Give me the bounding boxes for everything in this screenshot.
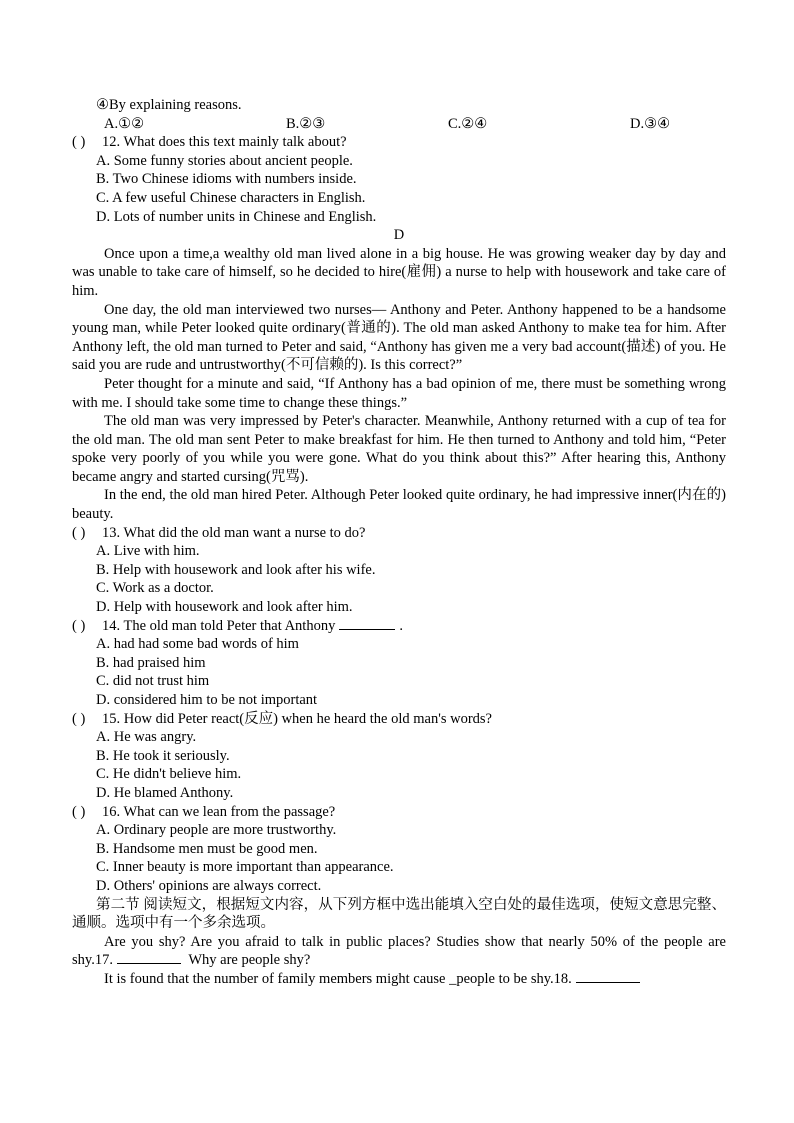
answer-paren: ( ) — [72, 524, 86, 541]
answer-blank — [117, 951, 181, 964]
section2-p1-text-b: Why are people shy? — [188, 952, 311, 969]
answer-blank — [576, 970, 640, 983]
q16-stem: 16. What can we lean from the passage? — [102, 803, 336, 820]
section2-instruction: 第二节 阅读短文，根据短文内容，从下列方框中选出能填入空白处的最佳选项，使短文意思完整、通顺。选项中有一个多余选项。 — [72, 896, 726, 932]
q12-stem: 12. What does this text mainly talk about? — [102, 134, 347, 151]
q11-options — [72, 115, 726, 134]
passage-d-paragraph: The old man was very impressed by Peter's character. Meanwhile, Anthony returned with a cup of tea for the old man. The old man sent Peter to make breakfast for him. He then turned to Anthony and told him, “Peter spoke very poorly of you while you were gone. What do you think about this?” After hearing this, Anthony became angry and started cursing(咒骂). — [72, 413, 726, 485]
q14-option-d: D. considered him to be not important — [96, 692, 318, 708]
q14-stem-end: . — [399, 617, 403, 634]
q14-stem-row — [72, 617, 726, 636]
answer-paren: ( ) — [72, 134, 86, 151]
q16-option-a: A. Ordinary people are more trustworthy. — [96, 822, 337, 839]
answer-paren: ( ) — [72, 617, 86, 634]
q12-stem-row — [72, 133, 726, 152]
answer-paren: ( ) — [72, 803, 86, 820]
answer-blank — [339, 617, 395, 630]
q15-option-b: B. He took it seriously. — [96, 747, 230, 764]
q13-option-a: A. Live with him. — [96, 543, 200, 560]
q11-item4: ④By explaining reasons. — [96, 97, 242, 113]
answer-paren: ( ) — [72, 710, 86, 727]
exam-page — [72, 96, 726, 989]
q12-option-b: B. Two Chinese idioms with numbers inside. — [96, 171, 357, 188]
q14-stem: 14. The old man told Peter that Anthony — [102, 617, 336, 634]
section2-p1-text-a: Are you shy? Are you afraid to talk in public places? Studies show that nearly 50% of the people are shy.17. — [72, 933, 726, 969]
q16-option-b: B. Handsome men must be good men. — [96, 840, 318, 857]
q13-option-b: B. Help with housework and look after his wife. — [96, 561, 376, 578]
q12-option-d: D. Lots of number units in Chinese and English. — [96, 208, 377, 225]
q12-option-c: C. A few useful Chinese characters in English. — [96, 189, 366, 206]
q11-option-c: C.②④ — [448, 115, 488, 132]
q16-option-d: D. Others' opinions are always correct. — [96, 877, 322, 894]
q15-stem: 15. How did Peter react(反应) when he heard the old man's words? — [102, 710, 492, 727]
q14-option-c: C. did not trust him — [96, 673, 210, 690]
section2-paragraph-2 — [72, 970, 726, 989]
section2-paragraph-1 — [72, 933, 726, 970]
q13-option-d: D. Help with housework and look after him. — [96, 599, 353, 616]
passage-d-paragraph: Once upon a time,a wealthy old man lived alone in a big house. He was growing weaker day by day and was unable to take care of himself, so he decided to hire(雇佣) a nurse to help with housework and take care of him. — [72, 245, 726, 299]
q13-option-c: C. Work as a doctor. — [96, 580, 214, 597]
q15-stem-row — [72, 710, 726, 729]
q15-option-d: D. He blamed Anthony. — [96, 784, 234, 801]
q11-option-b: B.②③ — [286, 115, 326, 132]
q11-option-d: D.③④ — [630, 115, 671, 132]
passage-d-paragraph: Peter thought for a minute and said, “If Anthony has a bad opinion of me, there must be something wrong with me. I should take some time to change these things.” — [72, 375, 726, 411]
q12-option-a: A. Some funny stories about ancient people. — [96, 152, 353, 169]
q13-stem-row — [72, 524, 726, 543]
section2-p2-text-a: It is found that the number of family members might cause _people to be shy.18. — [104, 970, 572, 987]
q14-option-a: A. had had some bad words of him — [96, 636, 299, 653]
q15-option-c: C. He didn't believe him. — [96, 766, 242, 783]
passage-d-heading: D — [393, 227, 405, 244]
q16-option-c: C. Inner beauty is more important than appearance. — [96, 859, 394, 876]
q13-stem: 13. What did the old man want a nurse to do? — [102, 524, 366, 541]
passage-d-paragraph: In the end, the old man hired Peter. Although Peter looked quite ordinary, he had impressive inner(内在的) beauty. — [72, 487, 726, 523]
q16-stem-row — [72, 803, 726, 822]
q15-option-a: A. He was angry. — [96, 729, 197, 746]
passage-d-paragraph: One day, the old man interviewed two nurses— Anthony and Peter. Anthony happened to be a handsome young man, while Peter looked quite ordinary(普通的). The old man asked Anthony to make tea for him. After Anthony left, the old man turned to Peter and said, “Anthony has given me a very bad account(描述) of you. He said you are rude and untrustworthy(不可信赖的). Is this correct?” — [72, 301, 726, 374]
q11-option-a: A.①② — [104, 115, 145, 132]
q14-option-b: B. had praised him — [96, 654, 206, 671]
